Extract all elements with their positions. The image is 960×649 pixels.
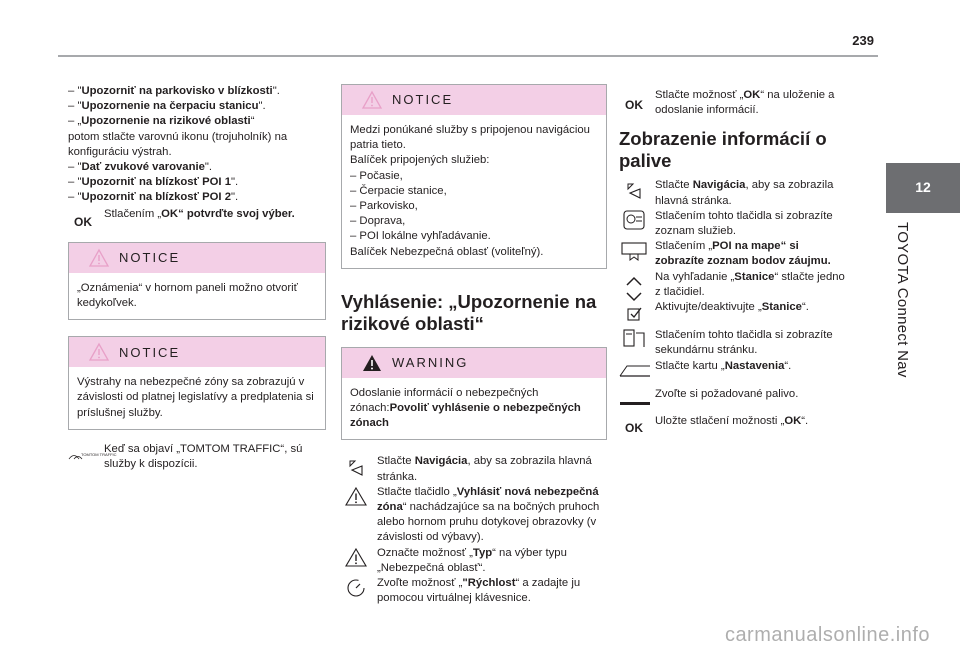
section-heading: Zobrazenie informácií o palive <box>619 128 827 172</box>
column-1 <box>68 84 326 472</box>
tomtom-step: TOMTOM TRAFFIC Keď sa objaví „TOMTOM TRAFFIC“, sú služby k dispozícii. <box>68 442 326 472</box>
warning-triangle-icon <box>362 91 382 109</box>
notice-header: NOTICE <box>69 243 325 273</box>
poi-map-icon <box>619 241 649 261</box>
services-list-icon <box>619 210 649 230</box>
notice-box <box>341 84 607 269</box>
list-item: – "Dať zvukové varovanie". <box>68 161 213 174</box>
list-item: – Čerpacie stanice, <box>350 184 447 197</box>
column-2 <box>341 84 607 606</box>
notice-text: Balíček pripojených služieb: <box>350 154 490 167</box>
warning-icon <box>362 354 382 372</box>
list-item: – Doprava, <box>350 215 406 228</box>
ok-icon: OK <box>74 215 92 230</box>
tomtom-traffic-icon <box>68 446 117 466</box>
notice-text: Balíček Nebezpečná oblasť (voliteľný). <box>350 245 544 258</box>
step: Stlačte Navigácia, aby sa zobrazila hlavná stránka. <box>341 454 607 484</box>
side-tab: 12 <box>886 163 960 213</box>
step: Aktivujte/deaktivujte „Stanice“. <box>619 300 849 315</box>
top-rule <box>58 55 878 57</box>
notice-header: NOTICE <box>69 337 325 367</box>
warning-triangle-icon <box>341 487 371 507</box>
fuel-selection-bar-icon <box>619 393 651 413</box>
column-3 <box>619 84 849 436</box>
ok-icon: OK <box>625 98 643 113</box>
warning-text: Odoslanie informácií o nebezpečných zónach:Povoliť vyhlásenie o nebezpečných zónach <box>350 386 581 430</box>
step: Stlačením tohto tlačidla si zobrazíte sekundárnu stránku. <box>619 328 849 358</box>
ok-step: OK Uložte stlačení možnosti „OK“. <box>619 414 849 429</box>
page-number: 239 <box>852 33 874 48</box>
step: Na vyhľadanie „Stanice“ stlačte jedno z tlačidiel. <box>619 270 849 300</box>
section-heading: Vyhlásenie: „Upozornenie na rizikové oblasti“ <box>341 290 597 334</box>
tomtom-logo <box>68 451 117 461</box>
list-item: – "Upozorniť na parkovisko v blízkosti". <box>68 85 280 97</box>
step: Stlačením tohto tlačidla si zobrazíte zoznam služieb. <box>619 209 849 239</box>
notice-text: Výstrahy na nebezpečné zóny sa zobrazujú v závislosti od platnej legislatívy a predplatenia si príslušnej služby. <box>77 376 314 419</box>
svg-text:TOMTOM TRAFFIC: TOMTOM TRAFFIC <box>81 451 117 457</box>
notice-text: „Oznámenia“ v hornom paneli možno otvoriť kedykoľvek. <box>77 281 298 310</box>
notice-header: NOTICE <box>342 85 606 115</box>
settings-tab-icon <box>619 361 651 381</box>
navigation-icon <box>341 458 371 478</box>
warning-triangle-icon <box>89 249 109 267</box>
alert-options-list <box>68 84 326 206</box>
warning-triangle-icon <box>89 343 109 361</box>
warning-triangle-icon <box>341 548 371 568</box>
step: Zvoľte možnosť „"Rýchlost“ a zadajte ju pomocou virtuálnej klávesnice. <box>341 576 607 606</box>
notice-box <box>68 336 326 430</box>
step: Zvoľte si požadované palivo. <box>619 387 849 402</box>
list-item: – Počasie, <box>350 169 403 182</box>
ok-step: OK Stlačením „OK“ potvrďte svoj výber. <box>68 207 326 222</box>
list-item: – „Upozornenie na rizikové oblasti“ <box>68 115 255 128</box>
watermark: carmanualsonline.info <box>724 623 930 646</box>
ok-step: OK Stlačte možnosť „OK“ na uloženie a odoslanie informácií. <box>619 88 849 118</box>
side-title: TOYOTA Connect Nav <box>894 222 912 378</box>
ok-icon: OK <box>625 421 643 436</box>
notice-text: Medzi ponúkané služby s pripojenou navigáciou patria tieto. <box>350 124 590 152</box>
step: Stlačte tlačidlo „Vyhlásiť nová nebezpečná zóna“ nachádzajúce sa na bočných pruhoch alebo hornom pruhu dotykovej obrazovky (v závislosti od výbavy). <box>341 485 607 546</box>
notice-box <box>68 242 326 320</box>
checkbox-icon <box>619 304 649 324</box>
step: Stlačením „POI na mape“ si zobrazíte zoznam bodov záujmu. <box>619 239 849 269</box>
list-item: – POI lokálne vyhľadávanie. <box>350 230 491 243</box>
step: Stlačte Navigácia, aby sa zobrazila hlavná stránka. <box>619 178 849 208</box>
list-item: – "Upozorniť na blízkosť POI 1". <box>68 176 239 189</box>
step: Označte možnosť „Typ“ na výber typu „Nebezpečná oblasť“. <box>341 546 607 576</box>
secondary-page-icon <box>619 329 649 349</box>
speedometer-icon <box>341 578 371 598</box>
list-item: – "Upozorniť na blízkosť POI 2". <box>68 191 239 204</box>
warning-box <box>341 347 607 441</box>
warning-header: WARNING <box>342 348 606 378</box>
navigation-icon <box>619 181 649 201</box>
list-item: – Parkovisko, <box>350 200 418 213</box>
list-item: – "Upozornenie na čerpaciu stanicu". <box>68 100 266 113</box>
paragraph: potom stlačte varovnú ikonu (trojuholník) na konfiguráciu výstrah. <box>68 130 288 158</box>
step: Stlačte kartu „Nastavenia“. <box>619 359 849 374</box>
